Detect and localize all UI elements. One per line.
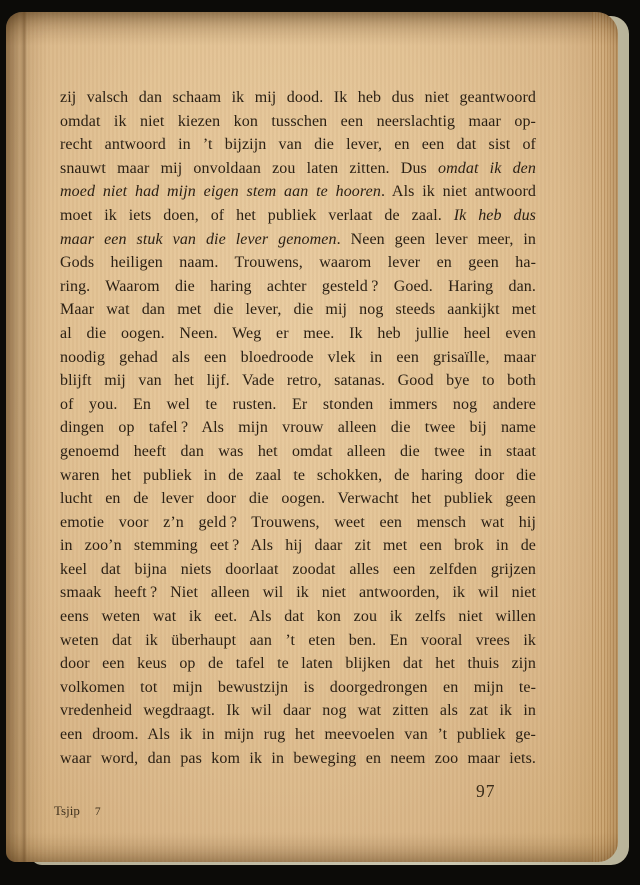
body-text-segment: genoemd heeft dan was het omdat alleen die twee in staat: [60, 442, 536, 460]
body-text-line: [60, 157, 536, 181]
body-text-segment: volkomen tot mijn bewustzijn is doorgedrongen en mijn te-: [60, 678, 536, 696]
body-text-line: [60, 581, 536, 605]
body-text-line: [60, 369, 536, 393]
body-text-line: [60, 204, 536, 228]
body-text-segment: noodig gehad als een bloedroode vlek in een grisaïlle, maar: [60, 348, 536, 366]
body-text-italic-segment: moed niet had mijn eigen stem aan te hooren: [60, 183, 381, 201]
body-text-segment: door een keus op de tafel te laten blijken dat het thuis zijn: [60, 655, 536, 673]
body-text-line: [60, 511, 536, 535]
body-text-segment: of you. En wel te rusten. Er stonden immers nog andere: [60, 395, 536, 413]
body-text-segment: dingen op tafel ? Als mijn vrouw alleen die twee bij name: [60, 419, 536, 437]
body-text-segment: lucht en de lever door die oogen. Verwacht het publiek geen: [60, 490, 536, 508]
body-text-line: [60, 487, 536, 511]
page-fore-edge: [592, 12, 618, 862]
body-text-segment: smaak heeft ? Niet alleen wil ik niet antwoorden, ik wil niet: [60, 584, 536, 602]
body-text-italic-segment: maar een stuk van die lever genomen: [60, 230, 337, 248]
body-text: [60, 86, 536, 770]
body-text-segment: omdat ik niet kiezen kon tusschen een neerslachtig maar op-: [60, 112, 536, 130]
body-text-line: [60, 346, 536, 370]
body-text-segment: recht antwoord in ’t bijzijn van die lever, en een dat sist of: [60, 136, 536, 154]
body-text-segment: waar word, dan pas kom ik in beweging en neem zoo maar iets.: [60, 749, 536, 767]
body-text-segment: een droom. Als ik in mijn rug het meevoelen van ’t publiek ge-: [60, 726, 536, 744]
body-text-line: [60, 747, 536, 771]
body-text-segment: weten dat ik überhaupt aan ’t eten ben. En vooral vrees ik: [60, 631, 536, 649]
body-text-line: [60, 133, 536, 157]
body-text-segment: al die oogen. Neen. Weg er mee. Ik heb jullie heel even: [60, 324, 536, 342]
body-text-line: [60, 416, 536, 440]
body-text-line: [60, 180, 536, 204]
body-text-segment: . Als ik niet antwoord: [380, 183, 536, 201]
body-text-line: [60, 605, 536, 629]
body-text-italic-segment: omdat ik den: [438, 159, 536, 177]
body-text-line: [60, 251, 536, 275]
body-text-line: [60, 534, 536, 558]
body-text-line: [60, 393, 536, 417]
body-text-segment: eens weten wat ik eet. Als dat kon zou ik zelfs niet willen: [60, 608, 536, 626]
body-text-line: [60, 275, 536, 299]
body-text-segment: emotie voor z’n geld ? Trouwens, weet een mensch wat hij: [60, 513, 536, 531]
body-text-segment: zij valsch dan schaam ik mij dood. Ik heb dus niet geantwoord: [60, 89, 536, 106]
signature-label: Tsjip: [54, 803, 80, 818]
body-text-segment: ring. Waarom die haring achter gesteld ? Goed. Haring dan.: [60, 277, 536, 295]
body-text-segment: Gods heiligen naam. Trouwens, waarom lever en geen ha-: [60, 254, 536, 272]
body-text-line: [60, 298, 536, 322]
body-text-segment: moet ik iets doen, of het publiek verlaat de zaal.: [60, 206, 454, 224]
body-text-segment: Maar wat dan met die lever, die mij nog steeds aankijkt met: [60, 301, 536, 319]
body-text-line: [60, 699, 536, 723]
signature-number: 7: [94, 806, 101, 818]
body-text-line: [60, 322, 536, 346]
body-text-segment: keel dat bijna niets doorlaat zoodat alles een zelfden grijzen: [60, 560, 536, 578]
body-text-line: [60, 110, 536, 134]
body-text-line: [60, 558, 536, 582]
body-text-segment: vredenheid wegdraagt. Ik wil daar nog wat zitten als zat ik in: [60, 702, 536, 720]
body-text-line: [60, 723, 536, 747]
body-text-line: [60, 676, 536, 700]
gutter-crease: [21, 12, 27, 862]
body-text-segment: in zoo’n stemming eet ? Als hij daar zit met een brok in de: [60, 537, 536, 555]
body-text-italic-segment: Ik heb dus: [453, 206, 536, 224]
page-number: 97: [476, 781, 496, 801]
body-text-segment: blijft mij van het lijf. Vade retro, satanas. Good bye to both: [60, 372, 536, 390]
body-text-line: [60, 228, 536, 252]
signature-mark: [54, 803, 101, 819]
body-text-line: [60, 629, 536, 653]
body-text-segment: waren het publiek in de zaal te schokken, de haring door die: [60, 466, 536, 484]
body-text-line: [60, 464, 536, 488]
body-text-line: [60, 86, 536, 110]
book-page: [6, 12, 618, 862]
body-text-segment: . Neen geen lever meer, in: [336, 230, 536, 248]
body-text-line: [60, 652, 536, 676]
body-text-segment: snauwt maar mij onvoldaan zou laten zitten. Dus: [60, 159, 439, 177]
body-text-line: [60, 440, 536, 464]
